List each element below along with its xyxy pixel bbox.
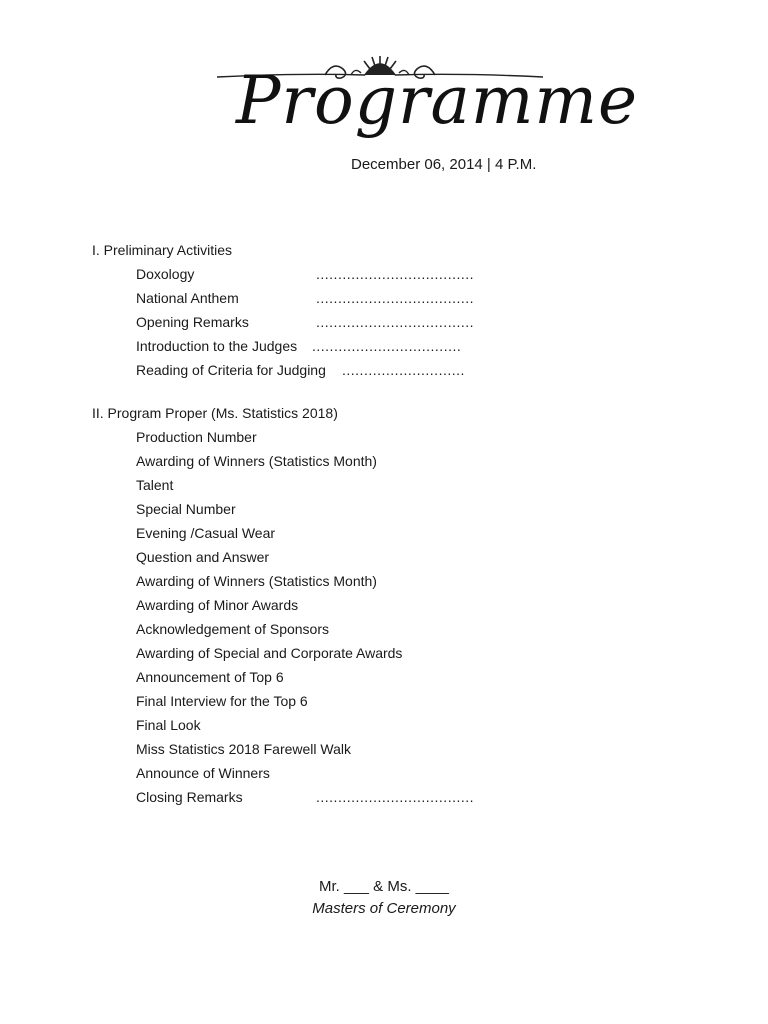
list-item: [136, 785, 475, 809]
programme-list: [92, 262, 475, 382]
mc-role: Masters of Ceremony: [312, 900, 456, 917]
list-item: [136, 665, 402, 689]
item-label: Awarding of Special and Corporate Awards: [136, 645, 403, 661]
item-label: Talent: [136, 477, 174, 493]
list-item: [136, 641, 402, 665]
list-item: [136, 521, 402, 545]
item-label: Special Number: [136, 501, 236, 517]
item-label: Production Number: [136, 429, 257, 445]
programme-list: [92, 425, 475, 809]
masters-of-ceremony: [0, 876, 768, 920]
list-item: [136, 310, 475, 334]
dot-leader: ............................: [342, 362, 465, 378]
section-heading: II. Program Proper (Ms. Statistics 2018): [92, 405, 338, 421]
list-item: [136, 286, 475, 310]
list-item: [136, 425, 402, 449]
item-label: Evening /Casual Wear: [136, 525, 276, 541]
item-label: Reading of Criteria for Judging: [136, 362, 326, 378]
dot-leader: ....................................: [316, 789, 475, 805]
item-label: Final Interview for the Top 6: [136, 693, 308, 709]
item-label: Final Look: [136, 717, 201, 733]
dot-leader: ..................................: [312, 338, 462, 354]
item-label: Closing Remarks: [136, 789, 243, 805]
list-item: [136, 569, 402, 593]
list-item: [136, 358, 465, 382]
page-title: Programme: [236, 62, 639, 139]
item-label: Announcement of Top 6: [136, 669, 284, 685]
item-label: Awarding of Winners (Statistics Month): [136, 453, 377, 469]
list-item: [136, 473, 402, 497]
item-label: Question and Answer: [136, 549, 270, 565]
item-label: Doxology: [136, 266, 195, 282]
section-preliminary: [92, 238, 475, 382]
dot-leader: ....................................: [316, 266, 475, 282]
item-label: Opening Remarks: [136, 314, 249, 330]
list-item: [136, 449, 402, 473]
list-item: [136, 761, 402, 785]
dot-leader: ....................................: [316, 314, 475, 330]
list-item: [136, 737, 402, 761]
section-program-proper: [92, 401, 475, 809]
item-label: Awarding of Minor Awards: [136, 597, 299, 613]
list-item: [136, 689, 402, 713]
item-label: National Anthem: [136, 290, 239, 306]
item-label: Introduction to the Judges: [136, 338, 298, 354]
list-item: [136, 334, 462, 358]
section-heading: I. Preliminary Activities: [92, 242, 233, 258]
list-item: [136, 593, 402, 617]
list-item: [136, 497, 402, 521]
list-item: [136, 617, 402, 641]
dot-leader: ....................................: [316, 290, 475, 306]
mc-names: Mr. ___ & Ms. ____: [318, 878, 450, 895]
item-label: Announce of Winners: [136, 765, 270, 781]
event-date: December 06, 2014 | 4 P.M.: [351, 156, 537, 173]
item-label: Awarding of Winners (Statistics Month): [136, 573, 377, 589]
item-label: Acknowledgement of Sponsors: [136, 621, 329, 637]
list-item: [136, 713, 402, 737]
list-item: [136, 545, 402, 569]
list-item: [136, 262, 475, 286]
item-label: Miss Statistics 2018 Farewell Walk: [136, 741, 351, 757]
